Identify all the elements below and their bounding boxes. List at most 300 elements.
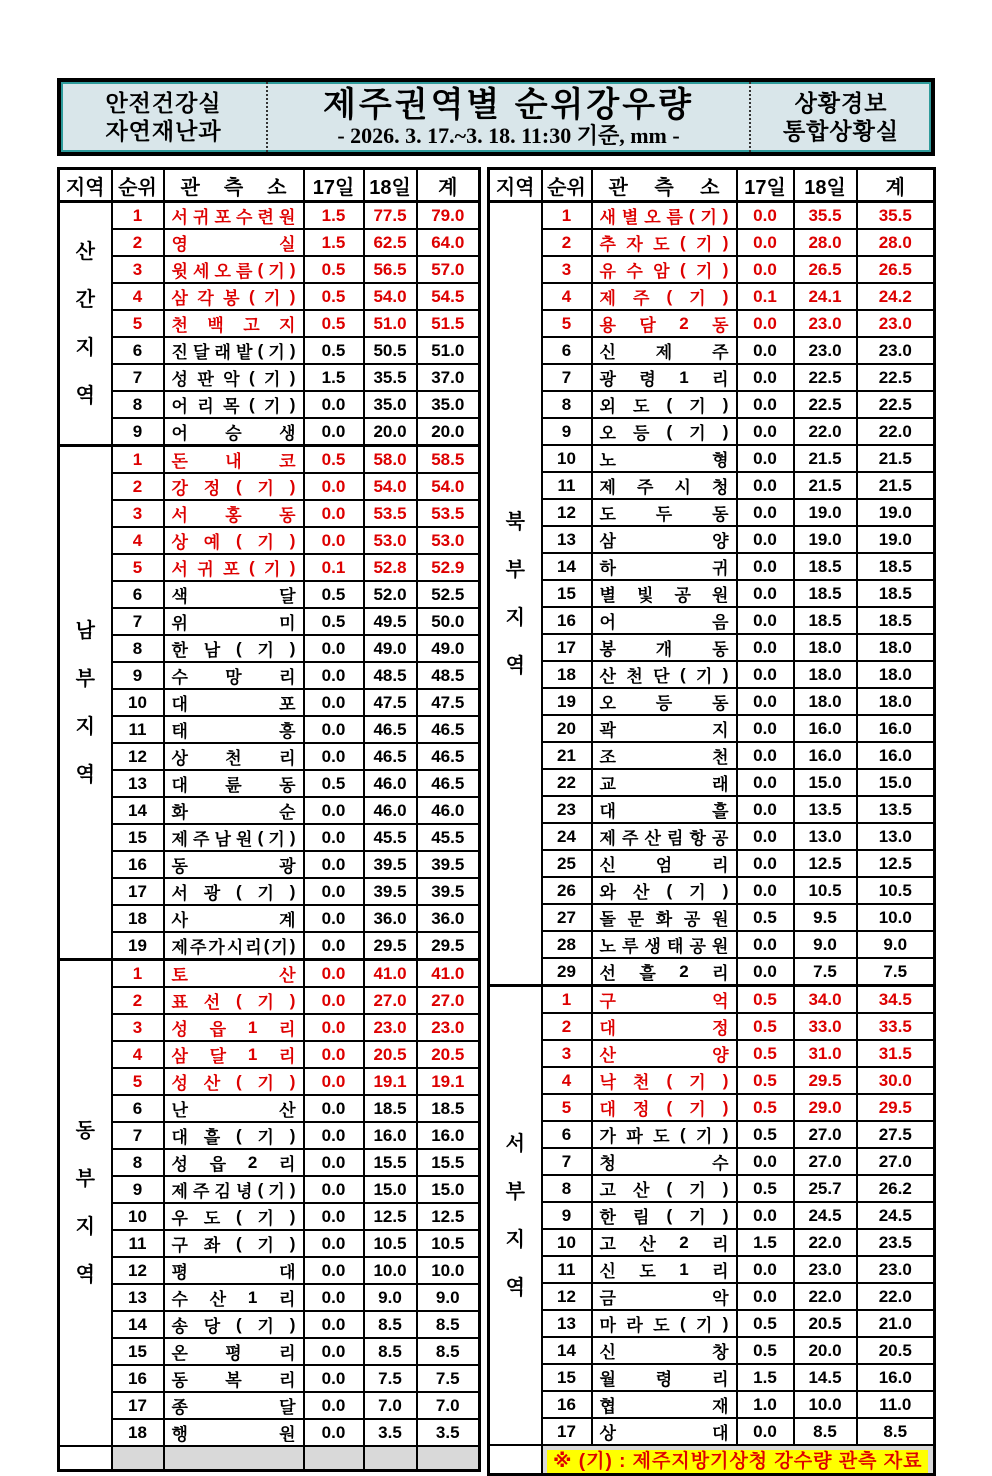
- rank-cell: 11: [542, 472, 592, 499]
- rainfall-table-left: [57, 167, 481, 1472]
- char: 좌: [203, 1236, 221, 1255]
- day18-cell: 24.1: [794, 283, 857, 310]
- station-cell: [164, 716, 304, 743]
- station-cell: [164, 932, 304, 960]
- day17-cell: 0.0: [737, 1256, 794, 1283]
- day17-cell: 0.0: [304, 527, 364, 554]
- char: 읍: [209, 1020, 227, 1039]
- char: 달: [279, 1398, 296, 1417]
- char: 신: [599, 1262, 616, 1281]
- day17-cell: 0.0: [304, 1014, 364, 1041]
- total-cell: 24.5: [857, 1202, 935, 1229]
- station-cell: [164, 364, 304, 391]
- day17-cell: 0.5: [737, 1040, 794, 1067]
- char: (: [236, 1314, 242, 1334]
- char: 동: [171, 857, 188, 876]
- char: 윗: [171, 262, 188, 281]
- region-char: 동: [75, 1120, 95, 1142]
- day17-cell: 0.0: [304, 1095, 364, 1122]
- region-char: 부: [75, 1168, 95, 1190]
- distributed-text: [165, 582, 303, 607]
- char: ): [722, 394, 729, 414]
- table-row: [59, 527, 480, 554]
- total-cell: 51.5: [417, 310, 480, 337]
- col-header-left-0: 지역: [59, 169, 112, 202]
- rank-cell: 4: [112, 527, 164, 554]
- char: (: [248, 394, 255, 414]
- char: (: [248, 286, 255, 306]
- table-row: [489, 1337, 935, 1364]
- char: 순: [279, 803, 296, 822]
- char: 동: [171, 1371, 188, 1390]
- char: 기: [257, 533, 274, 552]
- char: (: [679, 232, 686, 252]
- char: (: [666, 286, 673, 306]
- distributed-text: [165, 1258, 303, 1283]
- rank-cell: 16: [542, 607, 592, 634]
- total-cell: 16.0: [417, 1122, 480, 1149]
- distributed-text: [593, 365, 736, 390]
- station-cell: [164, 391, 304, 418]
- day18-cell: 19.0: [794, 526, 857, 553]
- char: 수: [171, 668, 188, 687]
- total-cell: 29.5: [417, 932, 480, 960]
- rank-cell: 14: [112, 1311, 164, 1338]
- distributed-text: [593, 171, 736, 200]
- distributed-text: [165, 1285, 303, 1310]
- rank-cell: 8: [112, 1149, 164, 1176]
- distributed-text: [165, 1312, 303, 1337]
- rank-cell: 28: [542, 931, 592, 958]
- char: 대: [599, 1100, 616, 1119]
- char: 선: [599, 964, 616, 983]
- table-row: [489, 1121, 935, 1148]
- char: 평: [171, 1263, 188, 1282]
- rank-cell: 14: [112, 797, 164, 824]
- char: 제: [171, 1182, 188, 1201]
- distributed-text: [593, 716, 736, 741]
- station-cell: [592, 661, 737, 688]
- rank-cell: 9: [112, 418, 164, 446]
- day18-cell: 62.5: [364, 229, 417, 256]
- station-cell: [592, 1202, 737, 1229]
- table-row: [489, 823, 935, 850]
- char: ): [722, 1124, 729, 1144]
- day18-cell: 9.0: [794, 931, 857, 958]
- char: 동: [279, 776, 296, 795]
- char: 하: [599, 559, 616, 578]
- char: (: [263, 935, 270, 955]
- char: 천: [633, 1073, 650, 1092]
- day17-cell: 0.0: [737, 202, 794, 230]
- char: 동: [712, 505, 729, 524]
- rank-cell: 12: [112, 743, 164, 770]
- station-cell: [164, 1311, 304, 1338]
- char: (: [236, 1125, 242, 1145]
- char: 귀: [193, 208, 210, 227]
- total-cell: 37.0: [417, 364, 480, 391]
- footer-region-cell: [489, 1445, 542, 1475]
- total-cell: 18.0: [857, 688, 935, 715]
- distributed-text: [593, 1203, 736, 1228]
- total-cell: 16.0: [857, 715, 935, 742]
- char: 기: [689, 289, 706, 308]
- distributed-text: [593, 1014, 736, 1039]
- char: (: [248, 557, 255, 577]
- char: 상: [171, 749, 188, 768]
- char: 름: [666, 208, 683, 227]
- total-cell: 53.5: [417, 500, 480, 527]
- distributed-text: [593, 1365, 736, 1390]
- day18-cell: 22.5: [794, 391, 857, 418]
- distributed-text: [165, 1042, 303, 1067]
- char: 실: [279, 235, 296, 254]
- char: 정: [203, 479, 221, 498]
- char: 성: [171, 1020, 188, 1039]
- char: 노: [599, 937, 616, 956]
- rank-cell: 16: [112, 851, 164, 878]
- distributed-text: [593, 284, 736, 309]
- day18-cell: 39.5: [364, 851, 417, 878]
- char: (: [257, 1179, 264, 1199]
- char: 원: [236, 830, 253, 849]
- day18-cell: 27.0: [794, 1148, 857, 1175]
- station-cell: [164, 1122, 304, 1149]
- total-cell: 18.5: [417, 1095, 480, 1122]
- day17-cell: 0.0: [737, 553, 794, 580]
- rank-cell: 6: [112, 581, 164, 608]
- station-cell: [592, 715, 737, 742]
- day18-cell: 18.5: [794, 580, 857, 607]
- char: 오: [644, 208, 661, 227]
- distributed-text: [593, 689, 736, 714]
- station-cell: [592, 823, 737, 850]
- day17-cell: 0.0: [304, 824, 364, 851]
- total-cell: 9.0: [417, 1284, 480, 1311]
- distributed-text: [593, 662, 736, 687]
- distributed-text: [593, 635, 736, 660]
- char: 오: [599, 694, 616, 713]
- distributed-text: [593, 959, 736, 984]
- char: ): [289, 557, 296, 577]
- total-cell: 50.0: [417, 608, 480, 635]
- char: 형: [712, 451, 729, 470]
- day18-cell: 23.0: [364, 1014, 417, 1041]
- char: (: [666, 394, 673, 414]
- char: 산: [599, 667, 616, 686]
- char: 제: [599, 289, 616, 308]
- total-cell: 47.5: [417, 689, 480, 716]
- day17-cell: 0.5: [304, 337, 364, 364]
- char: 림: [633, 1208, 650, 1227]
- day17-cell: 0.5: [737, 1013, 794, 1040]
- table-row: [59, 770, 480, 797]
- char: 망: [225, 668, 242, 687]
- total-cell: 23.5: [857, 1229, 935, 1256]
- char: ): [722, 421, 729, 441]
- char: 리: [197, 397, 214, 416]
- char: 기: [700, 208, 717, 227]
- day17-cell: 0.0: [304, 1122, 364, 1149]
- table-row: [59, 581, 480, 608]
- day18-cell: 22.5: [794, 364, 857, 391]
- day18-cell: 16.0: [794, 742, 857, 769]
- day17-cell: 0.0: [737, 256, 794, 283]
- station-cell: [164, 1095, 304, 1122]
- char: 구: [171, 1236, 188, 1255]
- char: 지: [712, 721, 729, 740]
- station-cell: [164, 1176, 304, 1203]
- char: 포: [214, 208, 231, 227]
- char: 코: [279, 452, 296, 471]
- char: 원: [279, 1425, 296, 1444]
- total-cell: 58.5: [417, 446, 480, 474]
- station-cell: [164, 851, 304, 878]
- distributed-text: [593, 1176, 736, 1201]
- day18-cell: 10.5: [364, 1230, 417, 1257]
- total-cell: 22.0: [857, 1283, 935, 1310]
- col-header-right-0: 지역: [489, 169, 542, 202]
- distributed-text: [593, 473, 736, 498]
- table-row: [59, 1338, 480, 1365]
- rank-cell: 1: [542, 986, 592, 1014]
- distributed-text: [165, 311, 303, 336]
- total-cell: 19.0: [857, 499, 935, 526]
- char: 리: [279, 668, 296, 687]
- char: 원: [279, 208, 296, 227]
- day18-cell: 20.0: [794, 1337, 857, 1364]
- day18-cell: 21.5: [794, 472, 857, 499]
- table-row: [489, 526, 935, 553]
- char: 기: [695, 667, 713, 686]
- char: 기: [263, 397, 281, 416]
- table-row: [59, 1284, 480, 1311]
- distributed-text: [593, 770, 736, 795]
- col-header-left-4: 18일: [364, 169, 417, 202]
- total-cell: 27.0: [857, 1148, 935, 1175]
- day17-cell: 0.0: [304, 1203, 364, 1230]
- department-line1: 안전건강실: [105, 90, 222, 116]
- table-row: [59, 418, 480, 446]
- char: 암: [653, 262, 670, 281]
- distributed-text: [593, 311, 736, 336]
- day17-cell: 0.0: [737, 1418, 794, 1445]
- day18-cell: 10.0: [364, 1257, 417, 1284]
- distributed-text: [593, 338, 736, 363]
- distributed-text: [593, 1311, 736, 1336]
- station-cell: [592, 986, 737, 1014]
- region-label-서부지역: [489, 986, 542, 1446]
- day17-cell: 0.5: [304, 256, 364, 283]
- station-cell: [164, 743, 304, 770]
- char: 기: [689, 397, 706, 416]
- station-cell: [164, 824, 304, 851]
- char: 기: [263, 289, 281, 308]
- char: (: [236, 476, 242, 496]
- day17-cell: 0.0: [304, 1257, 364, 1284]
- day17-cell: 0.0: [304, 1311, 364, 1338]
- day17-cell: 0.0: [304, 1041, 364, 1068]
- day18-cell: 35.5: [364, 364, 417, 391]
- station-cell: [592, 580, 737, 607]
- total-cell: 53.0: [417, 527, 480, 554]
- table-row: [59, 824, 480, 851]
- station-cell: [164, 797, 304, 824]
- total-cell: 21.5: [857, 445, 935, 472]
- station-cell: [164, 987, 304, 1014]
- day17-cell: 0.0: [737, 580, 794, 607]
- char: (: [666, 1070, 673, 1090]
- day17-cell: 0.5: [304, 770, 364, 797]
- day17-cell: 0.5: [737, 1067, 794, 1094]
- table-row: [59, 878, 480, 905]
- char: ): [289, 476, 296, 496]
- char: 달: [193, 343, 210, 362]
- region-char: 역: [75, 384, 95, 407]
- rank-cell: 4: [112, 283, 164, 310]
- char: ): [289, 990, 296, 1010]
- char: 상: [599, 1424, 616, 1443]
- table-row: [489, 499, 935, 526]
- rank-cell: 9: [112, 662, 164, 689]
- day17-cell: 0.0: [304, 716, 364, 743]
- char: 별: [621, 208, 639, 227]
- char: 고: [599, 1181, 616, 1200]
- table-row: [59, 797, 480, 824]
- day17-cell: 0.5: [737, 1337, 794, 1364]
- char: 어: [171, 397, 188, 416]
- char: 리: [712, 1235, 729, 1254]
- rank-cell: 11: [112, 716, 164, 743]
- page-title: 제주권역별 순위강우량: [323, 85, 694, 124]
- char: 정: [712, 1019, 729, 1038]
- char: 기: [263, 370, 281, 389]
- char: ): [289, 1206, 296, 1226]
- char: 한: [599, 1208, 616, 1227]
- distributed-text: [165, 1231, 303, 1256]
- char: 공: [683, 910, 701, 929]
- char: 성: [171, 370, 188, 389]
- table-row: [59, 608, 480, 635]
- char: 금: [599, 1289, 616, 1308]
- char: 주: [189, 938, 207, 957]
- table-row: [59, 851, 480, 878]
- total-cell: 33.5: [857, 1013, 935, 1040]
- day17-cell: 0.0: [737, 931, 794, 958]
- footer-gray-cell: [112, 1446, 164, 1471]
- day18-cell: 26.5: [794, 256, 857, 283]
- char: (: [666, 1178, 673, 1198]
- char: 리: [279, 1020, 296, 1039]
- char: 수: [236, 208, 253, 227]
- char: 포: [223, 560, 240, 579]
- station-cell: [592, 256, 737, 283]
- day18-cell: 29.5: [364, 932, 417, 960]
- total-cell: 8.5: [417, 1338, 480, 1365]
- char: 1: [247, 1017, 258, 1037]
- rank-cell: 3: [542, 256, 592, 283]
- col-header-right-1: 순위: [542, 169, 592, 202]
- day18-cell: 49.5: [364, 608, 417, 635]
- char: 산: [599, 1046, 616, 1065]
- char: 수: [171, 1290, 188, 1309]
- char: (: [236, 1233, 242, 1253]
- station-cell: [592, 1148, 737, 1175]
- region-char: 남: [75, 619, 95, 642]
- char: 김: [214, 1182, 231, 1201]
- distributed-text: [593, 1068, 736, 1093]
- rank-cell: 19: [542, 688, 592, 715]
- table-header-left: [59, 169, 480, 202]
- char: 각: [197, 289, 214, 308]
- rank-cell: 24: [542, 823, 592, 850]
- table-row: [59, 1176, 480, 1203]
- day17-cell: 0.0: [304, 932, 364, 960]
- char: 기: [257, 1128, 274, 1147]
- table-row: [59, 1014, 480, 1041]
- distributed-text: [593, 1041, 736, 1066]
- distributed-text: [593, 1392, 736, 1417]
- station-cell: [592, 1283, 737, 1310]
- day18-cell: 20.5: [364, 1041, 417, 1068]
- table-row: [59, 283, 480, 310]
- day17-cell: 0.0: [737, 445, 794, 472]
- char: 산: [633, 883, 650, 902]
- char: 청: [712, 478, 729, 497]
- station-cell: [164, 473, 304, 500]
- distributed-text: [593, 905, 736, 930]
- char: ): [722, 1070, 729, 1090]
- day17-cell: 0.0: [304, 689, 364, 716]
- char: 새: [599, 208, 616, 227]
- table-body-right: [489, 202, 935, 1475]
- station-cell: [592, 1391, 737, 1418]
- rank-cell: 25: [542, 850, 592, 877]
- char: 리: [245, 938, 262, 957]
- total-cell: 48.5: [417, 662, 480, 689]
- char: 신: [599, 1343, 616, 1362]
- char: 제: [655, 343, 673, 362]
- station-cell: [592, 688, 737, 715]
- day18-cell: 46.5: [364, 743, 417, 770]
- char: 리: [279, 1047, 296, 1066]
- day18-cell: 49.0: [364, 635, 417, 662]
- char: 평: [225, 1344, 242, 1363]
- distributed-text: [593, 1257, 736, 1282]
- char: 천: [171, 316, 188, 335]
- char: ): [722, 1097, 729, 1117]
- distributed-text: [165, 879, 303, 904]
- rank-cell: 13: [542, 1310, 592, 1337]
- char: 어: [599, 613, 616, 632]
- station-cell: [164, 1041, 304, 1068]
- day18-cell: 18.0: [794, 634, 857, 661]
- day18-cell: 18.5: [794, 607, 857, 634]
- char: 삼: [171, 1047, 188, 1066]
- total-cell: 39.5: [417, 878, 480, 905]
- day17-cell: 0.5: [737, 1175, 794, 1202]
- day17-cell: 0.0: [304, 960, 364, 988]
- char: 한: [171, 641, 188, 660]
- distributed-text: [593, 1122, 736, 1147]
- char: 측: [223, 176, 244, 199]
- col-header-right-5: 계: [857, 169, 935, 202]
- table-row: [489, 391, 935, 418]
- rank-cell: 15: [542, 1364, 592, 1391]
- char: 흥: [279, 722, 296, 741]
- distributed-text: [165, 365, 303, 390]
- char: 광: [279, 857, 296, 876]
